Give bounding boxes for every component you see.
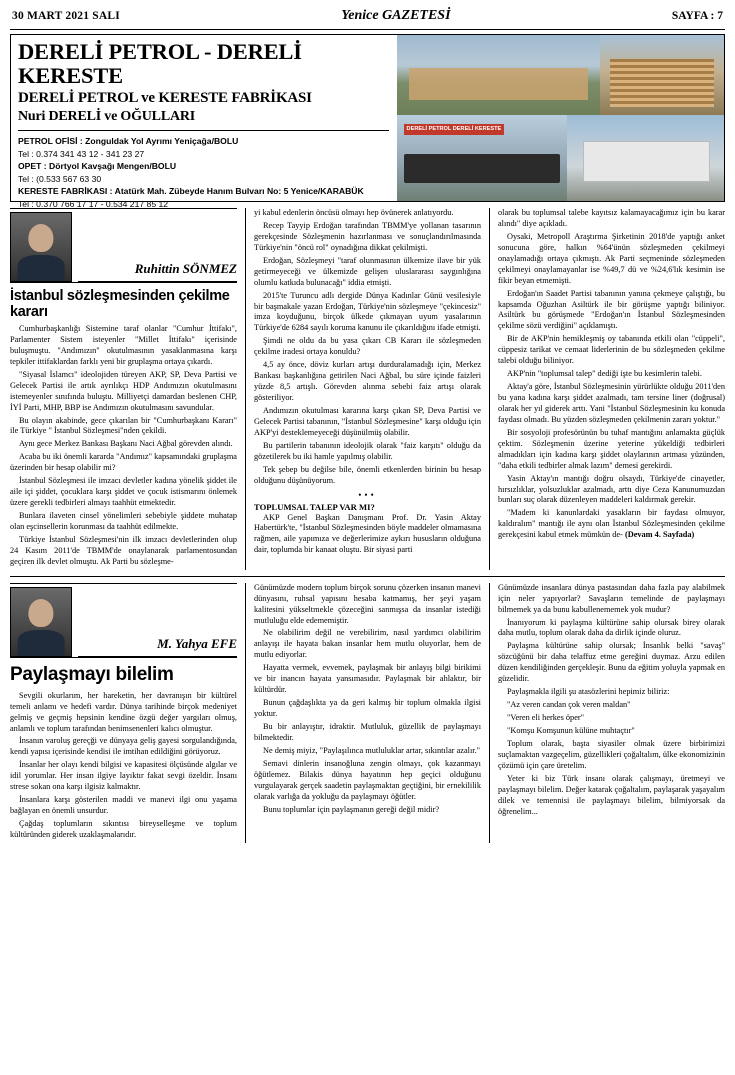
ad-subtitle: DERELİ PETROL ve KERESTE FABRİKASI [18,90,312,107]
masthead-divider [10,29,725,30]
ad-owner: Nuri DERELİ ve OĞULLARI [18,109,196,125]
ad-contact-value: 0.370 766 17 17 - 0.534 217 85 12 [33,198,169,209]
paragraph: Acaba bu iki önemli kararda "Andımız" kapsamındaki gruplaşma üzerinden bir hesap olabilir mi? [10,452,237,473]
column-divider [245,583,246,843]
masthead-date: 30 MART 2021 SALI [12,10,120,22]
paragraph: Şimdi ne oldu da bu yasa çıkarı CB Kararı ile sözleşmeden çekilme iradesi ortaya konuldu? [254,336,481,357]
ad-contact-line [18,135,389,147]
paragraph: AKP'nin "toplumsal talep" dediği işte bu kesimlerin talebi. [507,369,702,379]
masthead [10,8,725,27]
author-row [10,212,237,282]
ad-contact-label: PETROL OFİSİ : [18,136,83,147]
ad-contact-line [18,185,389,197]
ad-photo-building [567,115,724,201]
paragraph: 2015'te Turuncu adlı dergide Dünya Kadınlar Günü vesilesiyle bir başmakale yazan Erdoğan, Türkiye'nin sözleşmeye "çekincesiz" imza koyduğunu, birçok ülkede çıkmayan uyum yasalarının Türkiye'de 6284 sayılı koruma kanunu ile çıkarıldığını ifade etmişti. [254,290,481,333]
ad-photo-fuel-station [397,35,600,115]
ad-text-panel [11,35,396,209]
advertisement [10,34,725,209]
paragraph: Türkiye İstanbul Sözleşmesi'nin ilk imzacı devletlerinden olup 24 Kasım 2011'de TBMM'de onaylanarak parlamentosundan geçiren ilk devlet olmuştu. Ak Parti bu sözleşme- [10,534,237,566]
paragraph: Paylaşma kültürüne sahip olursak; İnsanlık belki "savaş" sözcüğünü bir daha telaffuz etme gereğini duymaz. Arzu edilen düzen kendiliğinden gerçekleşir. Bunu da eğitim yoluyla yapmak en güzelidir. [498,641,725,684]
ad-contact-line [18,173,389,185]
paragraph-with-continuation [498,508,725,541]
article-top-column-1 [10,208,237,570]
article-top-column-3 [498,208,725,570]
article-bottom-headline: Paylaşmayı bilelim [10,663,174,685]
ad-contact-line [18,148,389,160]
ad-logo-badge: DERELİ PETROL DERELİ KERESTE [404,124,505,135]
paragraph: Sevgili okurlarım, her hareketin, her davranışın bir kültürel temeli anlamı ve hedefi vardır. Dünya tarihinde birçok medeniyet gelmiş ve geçmiş hepsinin kendine özgü değer yargıları olmuş, anlamlı ve toplum tarafından benimsenenleri kalıcı olmuştur. [10,690,237,733]
paragraph: Hayatta vermek, evvemek, paylaşmak bir anlayış bilgi birikimi ve bir inancın hayata yansımasıdır. Paylaşmak bir ahlaktır, bir kültürdür. [254,663,481,695]
paragraph: Bu partilerin tabanının ideolojik olarak "faiz karşıtı" olduğu da gözetilerek bu iki hamle yapılmış olabilir. [254,440,481,461]
ad-photo-collage [396,35,724,201]
ad-divider [18,130,389,131]
paragraph: İnsanlara karşı gösterilen maddi ve manevi ilgi onu yaşama bağlayan en önemli unsurdur. [10,795,237,816]
masthead-page-number: SAYFA : 7 [671,10,723,22]
paragraph-separator: ••• [358,489,377,500]
paragraph: Günümüzde insanlara dünya pastasından daha fazla pay alabilmek için neler yapıyorlar? Savaşların temelinde de paylaşmayı bilmemek ya da bunu kabullenememek yok mudur? [498,582,725,614]
ad-contact-label: KERESTE FABRİKASI : [18,186,113,197]
continued-note: (Devam 4. Sayfada) [624,530,695,540]
article-top-subheadline: TOPLUMSAL TALEP VAR MI? [254,501,375,512]
proverb-item: "Komşu Komşunun külüne muhtaçtır" [507,725,635,735]
masthead-title: Yenice GAZETESİ [341,8,451,23]
paragraph: Bu olayın akabinde, gece çıkarılan bir "Cumhurbaşkanı Kararı" ile Türkiye " İstanbul Sözleşmesi"nden çekildi. [10,415,237,436]
paragraph: Çağdaş toplumların sıkıntısı bireyselleşme ve toplum kültüründen giderek uzaklaşmalarıdır. [10,819,237,839]
ad-contact-line [18,160,389,172]
paragraph: Yasin Aktay'ın mantığı doğru olsaydı, Türkiye'de cinayetler, hırsızlıklar, yolsuzluklar azalmadı, arttı diye Ceza Kanunumuzdan bunları suç olarak düzenleyen maddeleri kaldırmak gerekir. [498,473,725,505]
author-portrait [10,212,72,282]
paragraph: Semavi dinlerin insanoğluna zengin olmayı, çok kazanmayı öğütlemez. Bilakis dünya hayatının hep geçici olduğunu vurgulayarak gerçek saadetin paylaşmaktan geçtiğini, bir ernekililik olarak varlığa da yokluğu da paylaşmayı öğütler. [254,758,481,801]
proverb-item: "Veren eli herkes öper" [507,713,585,722]
article-top-headline: İstanbul sözleşmesinden çekilme kararı [10,288,230,320]
paragraph: Cumhurbaşkanlığı Sistemine taraf olanlar "Cumhur İttifakı", Parlamenter Sistem isteyenler "Millet İttifakı" içerisinde buluşmuştu. "Andımızın" okutulmasının yasaklanmasına karşı tepkiler ittifaklardan farklı yeni bir gruplaşma ortaya çıkardı. [10,324,237,366]
paragraph: İstanbul Sözleşmesi ile imzacı devletler kadına yönelik şiddet ile aile içi şiddet, çocuklara karşı şiddet ve çocuk istismarını önlemek üzere gerekli tedbirleri almayı taahhüt etmektedir. [10,476,237,508]
column-divider [245,208,246,570]
paragraph: 4,5 ay önce, döviz kurları artışı durduralamadığı için, Merkez Bankası başkanlığına getirilen Naci Ağbal, bu süre içinde faizleri yüzde 8,5 artışlı. Görevden alınma sebebi faiz artışı olarak gösteriliyor. [254,360,481,402]
paragraph: Erdoğan, Sözleşmeyi "taraf olunmasının ülkemize ilave bir yük getirmeyeceği ve ülkemizde gelişen uluslararası saygınlığına olumlu katkıda bulunacağı" iddia etmişti. [254,255,481,287]
article-top-column-2 [254,208,481,570]
paragraph: Bunu toplumlar için paylaşmanın gereği değil midir? [263,804,440,814]
article-bottom-column-2 [254,583,481,843]
ad-contact-value: 0.374 341 43 12 - 341 23 27 [33,148,145,159]
article-bottom [10,583,725,843]
paragraph: Bir sosyoloji profesörünün bu tuhaf mantığını anlamakta güçlük çektim. Sözleşmenin üzerine yeterine yükeldiği tedbirleri almadıkları için kadına karşı şiddet olaylarının artması yüzünden, "daha etkili tedbirler almak lazım" demesi gerekirdi. [498,427,725,470]
paragraph: olarak bu toplumsal talebe kayıtsız kalamayacağımız için bu karar alındı" diye açıkladı. [498,208,725,228]
paragraph: Aynı gece Merkez Bankası Başkanı Naci Ağbal görevden alındı. [19,439,233,449]
paragraph: Oysaki, Metropoll Araştırma Şirketinin 2018'de yaptığı anket sonucuna göre, halkın %64'ünün sözleşmeden çekilmeyi onaylamadığı ortaya çıkmıştı. Ak Parti seçmeninde sözleşmeden çekilmeyi onaylamayanlar ise %49,7 dü ve %24,6'lık kesimin ise fikir beyan etmemişti. [498,231,725,285]
ad-contact-value: Zonguldak Yol Ayrımı Yeniçağa/BOLU [82,136,239,147]
paragraph: İnanıyorum ki paylaşma kültürüne sahip olursak birey olarak daha mutlu, toplum olarak daha da dirlik içinde oluruz. [498,617,725,638]
paragraph: Bunlara ilaveten cinsel yönelimleri sebebiyle şiddete muhatap olan eşcinsellerin korunması da taahhüt edilmekte. [10,511,237,531]
ad-contact-value: Dörtyol Kavşağı Mengen/BOLU [46,161,177,172]
author-name: M. Yahya EFE [78,636,237,657]
paragraph: Bu bir anlayıştır, idraktir. Mutluluk, güzellik de paylaşmayı bilmektedir. [254,721,481,742]
paragraph: Ne olabilirim değil ne verebilirim, nasıl yardımcı olabilirim anlayışı ile hayata bakan insanlar hem mutlu oluyorlar, hem de mutlu ediyorlar. [254,628,481,660]
ad-contact-value: (0.533 567 63 30 [33,173,102,184]
paragraph: Andımızın okutulması kararına karşı çıkan SP, Deva Partisi ve Gelecek Partisi tabanının, "İstanbul Sözleşmesine" karşı olduğu için AKP'yi desteklemeyeceği düşünülmüş olabilir. [254,405,481,437]
paragraph: Paylaşmakla ilgili şu atasözlerini hepimiz biliriz: [507,687,670,697]
paragraph: Bir de AKP'nin hemikleşmiş oy tabanında etkili olan "cüppeli", cüppesiz tarikat ve cemaat liderlerinin de bu sözleşmeden çekilme talebi olduğu biliniyor. [498,334,725,366]
ad-contact-value: Atatürk Mah. Zübeyde Hanım Bulvarı No: 5 Yenice/KARABÜK [112,186,364,197]
proverb-item: "Az veren candan çok veren maldan" [507,700,631,710]
paragraph: Toplum olarak, başta siyasiler olmak üzere birbirimizi suçlamaktan vazgeçelim, güzellikleri çoğaltalım, ülke ekonomizinin çözümü için çare üretelim. [498,738,725,770]
paragraph: Günümüzde modern toplum birçok sorunu çözerken insanın manevi dünyasını, ruhsal yapısını hesaba katmamış, her şeyi yaşam kalitesini yükseltmekle çözeceğini sanmışsa da insanlar istediği mutluluğu elde edememiştir. [254,582,481,625]
column-divider [489,208,490,570]
article-bottom-column-1 [10,583,237,843]
author-name: Ruhittin SÖNMEZ [78,261,237,282]
article-top [10,208,725,570]
paragraph: İnsanlar her olayı kendi bilgisi ve kapasitesi ölçüsünde algılar ve idil yorumlar. Her insan ilgiye layıktır fakat sevgi özeldir. İnsanı strese sokan ona karşı ilgisiz kalmaktır. [10,760,237,792]
ad-title: DERELİ PETROL - DERELİ KERESTE [18,39,302,88]
article-bottom-column-3 [498,583,725,843]
paragraph: Bunun çağdaşlıkta ya da geri kalmış bir toplum olmakla ilgisi yoktur. [254,698,481,718]
author-row [10,587,237,657]
paragraph: Ne demiş miyiz, "Paylaşılınca mutluluklar artar, sıkıntılar azalır." [263,745,481,755]
author-byline-box [10,583,237,658]
paragraph: İnsanın varoluş gereçği ve dünyaya geliş gayesi sorgulandığında, kendi yapısı içerisinde kendisi ile imtihan edildiğini görüyoruz. [10,736,237,757]
ad-contact-label: Tel : [18,173,34,184]
ad-photo-timber-stack [600,35,724,115]
ad-contact-label: Tel : [18,198,34,209]
ad-contact-label: Tel : [18,148,34,159]
paragraph: Erdoğan'ın Saadet Partisi tabanının yanına çekmeye çalıştığı, bu kapsamda Oğuzhan Asiltürk ile bir görüşme yaptığı biliniyor. Asiltürk bu görüşmede "Erdoğan'ın İstanbul Sözleşmesinden çekilme sözü verdiğini" açıklamıştı. [498,288,725,331]
ad-contact-label: OPET : [18,161,47,172]
paragraph: yi kabul edenlerin öncüsü olmayı hep övünerek anlatıyordu. [254,208,454,217]
paragraph-text: "Madem ki kanunlardaki yasakların bir faydası olmuyor, kaldıralım" mantığı ile aynı olan İstanbul Sözleşmesinden çekilme gerekçesini kabul etmek mümkün de- [498,508,725,540]
paragraph: Yeter ki biz Türk insanı olarak çalışmayı, üretmeyi ve paylaşmayı bilelim. Değer katarak çoğaltalım, paylaşarak yaşayalım dilek ve temennisi ile paylaşmayı bilelim, bilmiyorsak da öğrenelim... [498,773,725,816]
paragraph: Recep Tayyip Erdoğan tarafından TBMM'ye yollanan tasarının gerekçesinde Sözleşmenin hazırlanması ve sonuçlandırılmasında Türkiye'nin "öncü rol" oynadığına dikkat çekilmişti. [254,220,481,252]
author-portrait [10,587,72,657]
paragraph: Tek şebep bu değilse bile, önemli etkenlerden birinin bu hesap olduğunu düşünüyorum. [254,464,481,485]
column-divider [489,583,490,843]
paragraph: AKP Genel Başkan Danışmanı Prof. Dr. Yasin Aktay Habertürk'te, "İstanbul Sözleşmesinden böyle maddeler olmamasına rağmen, aile yapımıza ve değerlerimize aykırı hususların olduğuna dair, toplumda bir kanaat oluştu. Bir siyasi parti [254,512,481,555]
paragraph: "Siyasal İslamcı" ideolojiden türeyen AKP, SP, Deva Partisi ve Gelecek Partisi ile artık ayrılıkçı HDP Andımızın okutulmasını istemeyenler sınıfında buluştu. Milliyetçi damardan beslenen CHP, İYİ Parti, MHP, BBP ise Andımızın okutulmasını savundular. [10,369,237,412]
paragraph: Aktay'a göre, İstanbul Sözleşmesinin yürürlükte olduğu 2011'den bu yana kadına karşı şiddet azalmadı, tam tersine liner (doğrusal) olarak her yıl giderek arttı. Yani "İstanbul Sözleşmesinin ku konuda faydası olmadı. Bu yüzden sözleşmeden çekilmenin zararı yoktur." [498,382,725,424]
section-divider [10,576,725,577]
author-byline-box [10,208,237,283]
